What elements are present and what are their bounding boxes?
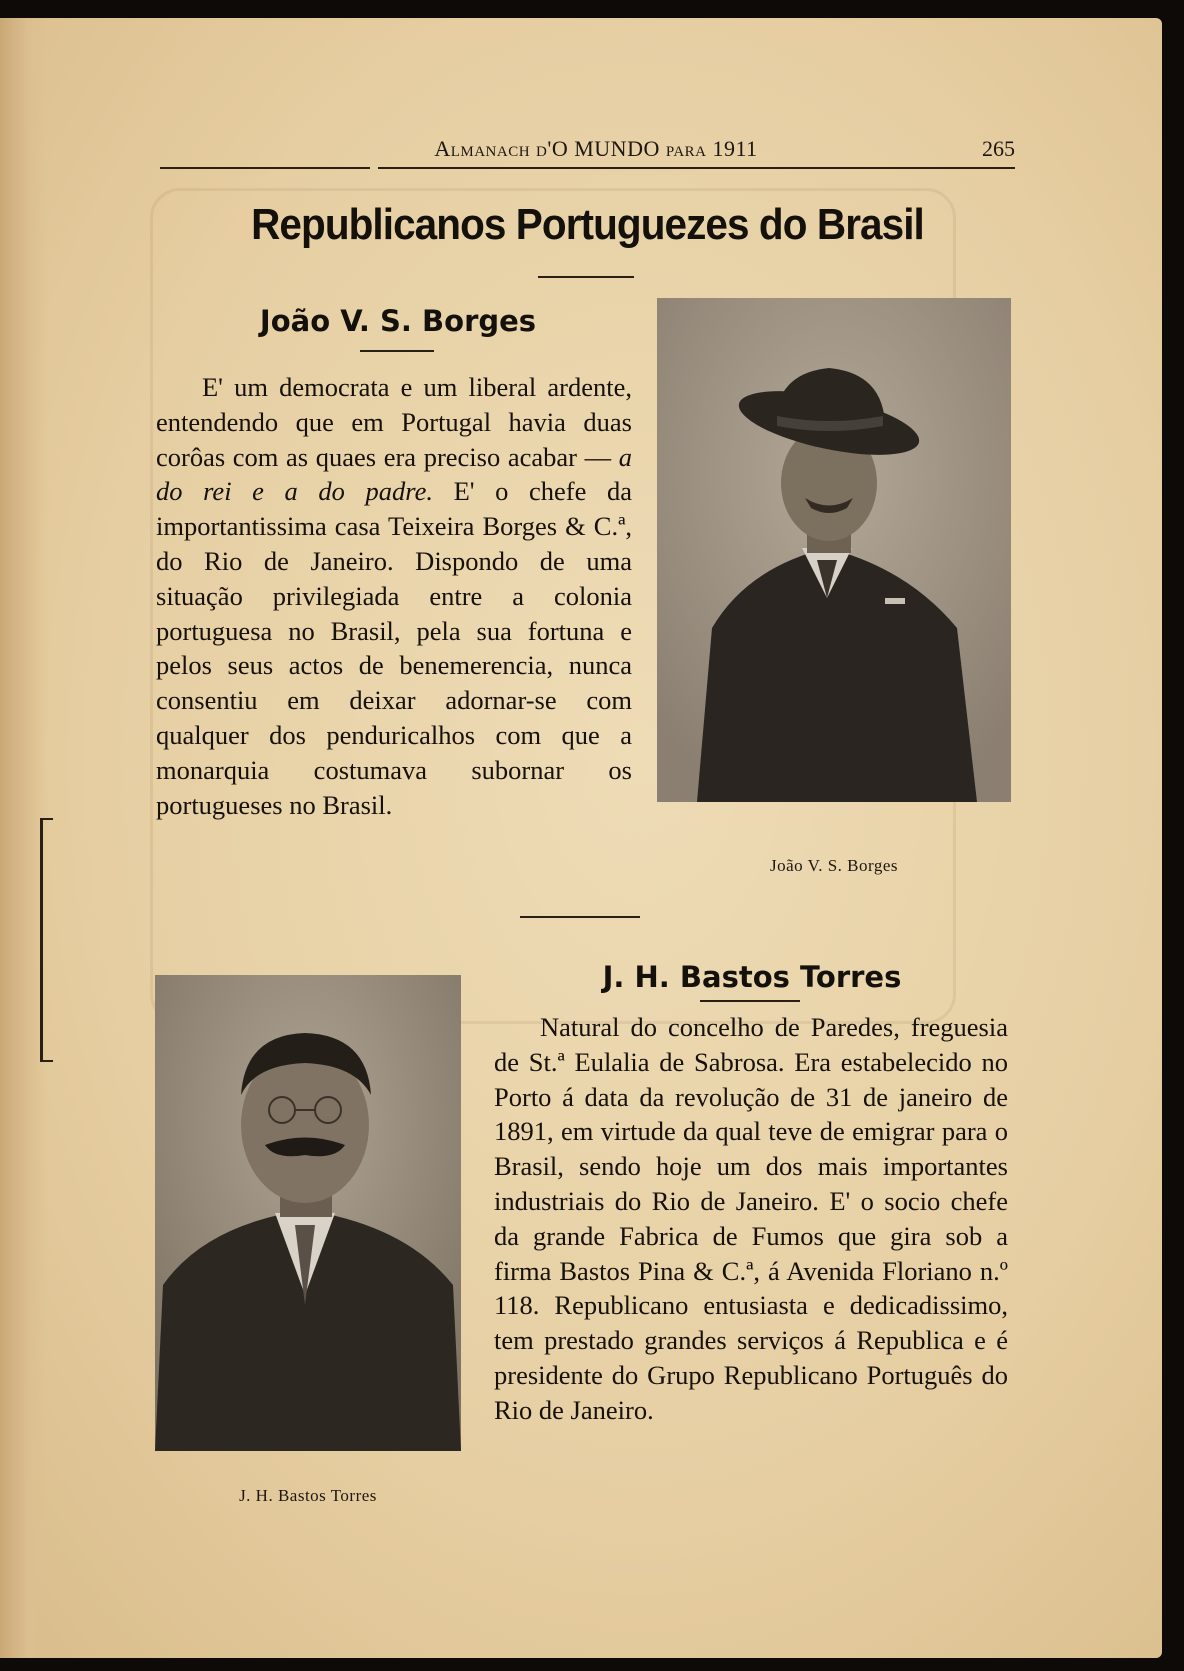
section-rule-borges (360, 350, 434, 352)
caption-borges: João V. S. Borges (770, 856, 898, 875)
header-rule-left (160, 167, 370, 169)
running-title: Almanach d'O MUNDO para 1911 (434, 136, 758, 161)
article-text-borges-italic: a do rei e a do padre. (156, 441, 632, 507)
section-divider (520, 916, 640, 918)
binding-stitch (40, 818, 53, 1062)
section-rule-bastos-torres (700, 1000, 800, 1002)
article-text-bastos-torres: Natural do concelho de Paredes, freguesia de St.ª Eulalia de Sabrosa. Era estabelecido no Porto á data da revolução de 31 de janeiro de 1891, em virtude da qual teve de emigrar para o Brasil, sendo hoje um dos mais importantes industriais do Rio de Janeiro. E' o socio chefe da grande Fabrica de Fumos que gira sob a firma Bastos Pina & C.ª, á Avenida Floriano n.º 118. Republicano entusiasta e dedicadissimo, tem prestado grandes serviços á Republica e é presidente do Grupo Republicano Português do Rio de Janeiro. (494, 1012, 1008, 1425)
section-heading-borges: João V. S. Borges (259, 304, 537, 338)
page-number: 265 (982, 136, 1015, 161)
page-title: Republicanos Portuguezes do Brasil (251, 200, 924, 249)
photo-bastos-torres (155, 975, 461, 1451)
title-rule (538, 276, 634, 278)
article-text-borges-part1: E' um democrata e um liberal ardente, entendendo que em Portugal havia duas corôas com as quaes era preciso acabar — (156, 372, 632, 472)
running-header (160, 120, 1015, 170)
portrait-bastos-torres-illustration (155, 975, 461, 1451)
portrait-borges-illustration (657, 298, 1011, 802)
article-text-borges (156, 370, 632, 822)
photo-borges (657, 298, 1011, 802)
article-text-borges-part2: E' o chefe da importantissima casa Teixeira Borges & C.ª, do Rio de Janeiro. Dispondo de uma situação privilegiada entre a colonia portuguesa no Brasil, pela sua fortuna e pelos seus actos de benemerencia, nunca consentiu em deixar adornar-se com qualquer dos penduricalhos com que a monarquia costumava subornar os portugueses no Brasil. (156, 476, 632, 820)
header-rule-right (378, 167, 1015, 169)
caption-bastos-torres: J. H. Bastos Torres (239, 1486, 377, 1505)
section-heading-bastos-torres: J. H. Bastos Torres (602, 960, 902, 994)
book-page (0, 18, 1162, 1658)
